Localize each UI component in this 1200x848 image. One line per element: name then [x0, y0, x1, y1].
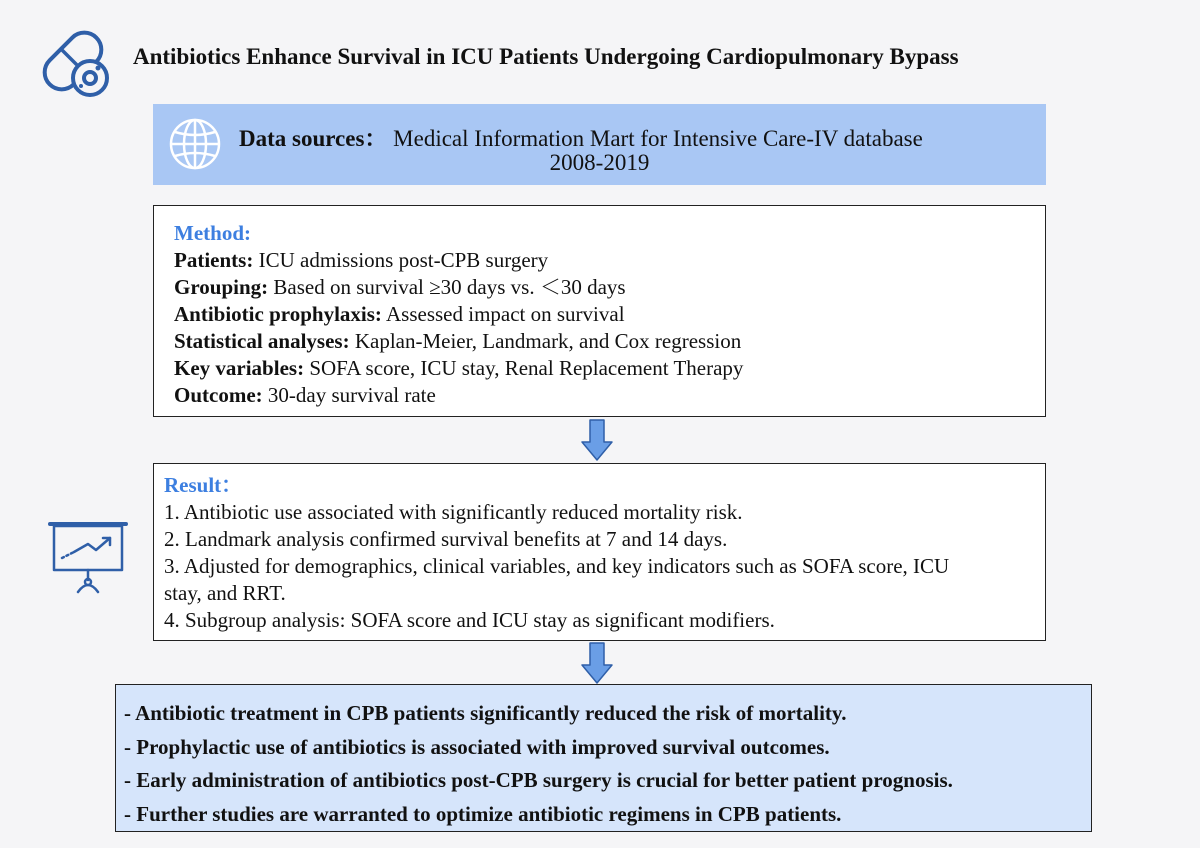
conclusion-item: - Further studies are warranted to optimize antibiotic regimens in CPB patients.: [124, 801, 842, 826]
data-sources-panel: [153, 104, 1046, 185]
method-item-text: SOFA score, ICU stay, Renal Replacement Therapy: [304, 356, 744, 380]
data-sources-label: Data sources：: [239, 126, 388, 151]
result-heading: Result：: [164, 473, 243, 497]
conclusion-panel: [115, 684, 1092, 832]
presentation-chart-icon: [48, 518, 128, 594]
conclusion-item: - Antibiotic treatment in CPB patients significantly reduced the risk of mortality.: [124, 701, 847, 725]
conclusion-item: - Early administration of antibiotics post-CPB surgery is crucial for better patient prognosis.: [124, 768, 953, 792]
method-item-label: Antibiotic prophylaxis:: [174, 302, 382, 326]
method-item: [174, 328, 1045, 355]
method-item-label: Grouping:: [174, 275, 269, 299]
data-sources-database: Medical Information Mart for Intensive Care-IV database: [393, 126, 923, 151]
method-heading: Method:: [174, 221, 251, 245]
method-item-label: Patients:: [174, 248, 254, 272]
method-item-label: Statistical analyses:: [174, 329, 350, 353]
method-panel: [153, 205, 1046, 417]
method-item: [174, 301, 1045, 328]
method-item-text: Assessed impact on survival: [381, 302, 625, 326]
method-item-text: ICU admissions post-CPB surgery: [253, 248, 549, 272]
method-item: [174, 274, 1045, 301]
result-item: 2. Landmark analysis confirmed survival benefits at 7 and 14 days.: [164, 527, 728, 551]
method-item: [174, 382, 1045, 409]
pill-bacteria-icon: [34, 24, 116, 104]
method-item-text: Based on survival ≥30 days vs. ＜30 days: [268, 275, 626, 299]
method-item: [174, 247, 1045, 274]
result-item: 4. Subgroup analysis: SOFA score and ICU stay as significant modifiers.: [164, 608, 775, 632]
arrow-down-icon: [580, 418, 614, 462]
method-item-text: 30-day survival rate: [262, 383, 436, 407]
method-item: [174, 355, 1045, 382]
arrow-down-icon: [580, 641, 614, 685]
data-sources-line: [239, 120, 1039, 153]
method-item-label: Key variables:: [174, 356, 305, 380]
data-sources-years: 2008-2019: [549, 150, 650, 175]
result-item: 3. Adjusted for demographics, clinical variables, and key indicators such as SOFA score, ICU: [164, 554, 950, 578]
result-panel: [153, 463, 1046, 641]
conclusion-item: - Prophylactic use of antibiotics is associated with improved survival outcomes.: [124, 734, 830, 759]
result-item: 1. Antibiotic use associated with significantly reduced mortality risk.: [164, 500, 743, 524]
method-item-text: Kaplan-Meier, Landmark, and Cox regression: [349, 329, 742, 353]
page-title: Antibiotics Enhance Survival in ICU Patients Undergoing Cardiopulmonary Bypass: [133, 44, 959, 69]
method-item-label: Outcome:: [174, 383, 263, 407]
result-item: stay, and RRT.: [164, 581, 286, 605]
